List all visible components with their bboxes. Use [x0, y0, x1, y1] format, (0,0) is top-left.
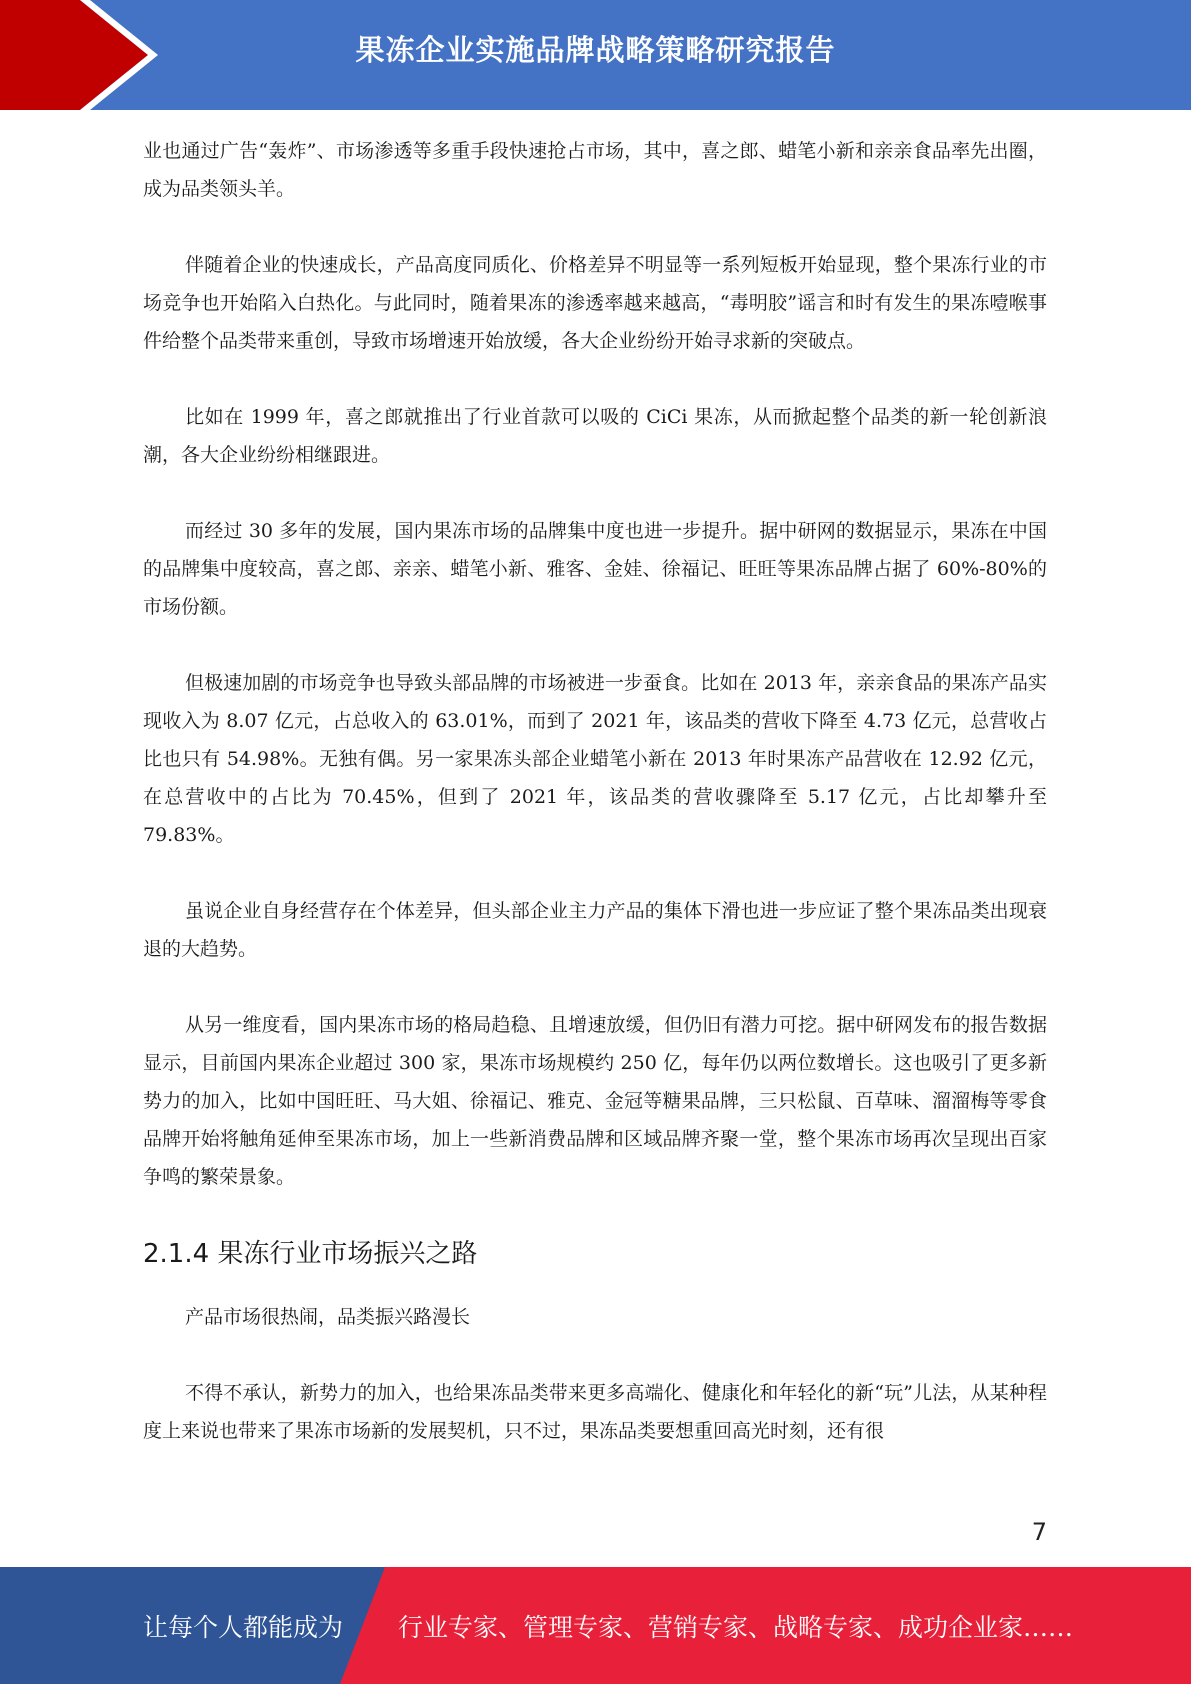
section-heading: 2.1.4 果冻行业市场振兴之路 [143, 1239, 478, 1269]
subheading-line: 产品市场很热闹，品类振兴路漫长 [185, 1306, 471, 1328]
paragraph: 虽说企业自身经营存在个体差异，但头部企业主力产品的集体下滑也进一步应证了整个果冻品类出现衰退的大趋势。 [143, 900, 1047, 960]
paragraph: 伴随着企业的快速成长，产品高度同质化、价格差异不明显等一系列短板开始显现，整个果冻行业的市场竞争也开始陷入白热化。与此同时，随着果冻的渗透率越来越高，“毒明胶”谣言和时有发生的果冻噎喉事件给整个品类带来重创，导致市场增速开始放缓，各大企业纷纷开始寻求新的突破点。 [143, 254, 1047, 352]
footer-slogan-right: 行业专家、管理专家、营销专家、战略专家、成功企业家…… [398, 1613, 1074, 1642]
paragraph: 从另一维度看，国内果冻市场的格局趋稳、且增速放缓，但仍旧有潜力可挖。据中研网发布的报告数据显示，目前国内果冻企业超过 300 家，果冻市场规模约 250 亿，每年仍以两位数增长。这也吸引了更多新势力的加入，比如中国旺旺、马大姐、徐福记、雅克、金冠等糖果品牌，三只松鼠、百草味、溜溜梅等零食品牌开始将触角延伸至果冻市场，加上一些新消费品牌和区域品牌齐聚一堂，整个果冻市场再次呈现出百家争鸣的繁荣景象。 [143, 1014, 1047, 1188]
paragraph: 业也通过广告“轰炸”、市场渗透等多重手段快速抢占市场，其中，喜之郎、蜡笔小新和亲亲食品率先出圈，成为品类领头羊。 [143, 140, 1047, 200]
main-content [143, 132, 1047, 1450]
footer-slogan-left: 让每个人都能成为 [143, 1613, 344, 1642]
page-number: 7 [1031, 1518, 1047, 1546]
paragraph: 而经过 30 多年的发展，国内果冻市场的品牌集中度也进一步提升。据中研网的数据显示，果冻在中国的品牌集中度较高，喜之郎、亲亲、蜡笔小新、雅客、金娃、徐福记、旺旺等果冻品牌占据了 60%-80%的市场份额。 [143, 520, 1047, 618]
report-title: 果冻企业实施品牌战略策略研究报告 [355, 33, 836, 67]
header-banner [0, 0, 1191, 110]
footer-banner [0, 1567, 1191, 1684]
paragraph: 不得不承认，新势力的加入，也给果冻品类带来更多高端化、健康化和年轻化的新“玩”儿法，从某种程度上来说也带来了果冻市场新的发展契机，只不过，果冻品类要想重回高光时刻，还有很 [143, 1382, 1047, 1442]
paragraph: 比如在 1999 年，喜之郎就推出了行业首款可以吸的 CiCi 果冻，从而掀起整个品类的新一轮创新浪潮，各大企业纷纷相继跟进。 [143, 406, 1047, 466]
paragraph: 但极速加剧的市场竞争也导致头部品牌的市场被进一步蚕食。比如在 2013 年，亲亲食品的果冻产品实现收入为 8.07 亿元，占总收入的 63.01%，而到了 2021 年，该品类的营收下降至 4.73 亿元，总营收占比也只有 54.98%。无独有偶。另一家果冻头部企业蜡笔小新在 2013 年时果冻产品营收在 12.92 亿元，在总营收中的占比为 70.45%，但到了 2021 年，该品类的营收骤降至 5.17 亿元，占比却攀升至 79.83%。 [143, 672, 1047, 846]
